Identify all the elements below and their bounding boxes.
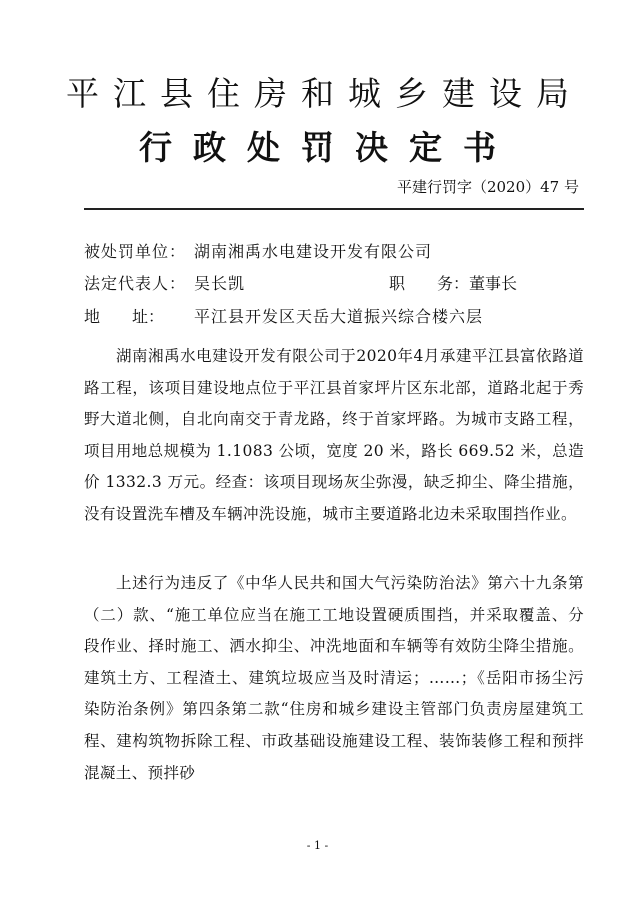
issuing-agency: 平江县住房和城乡建设局	[66, 74, 583, 113]
legal-representative-row	[84, 272, 584, 296]
legal-representative-value: 吴长凯	[194, 274, 246, 293]
position-value: 董事长	[469, 274, 518, 293]
document-title: 行政处罚决定书	[139, 128, 517, 167]
address-row	[84, 305, 483, 329]
document-number: 平建行罚字（2020）47 号	[396, 178, 579, 196]
page-number: - 1 -	[306, 839, 329, 852]
violation-paragraph: 上述行为违反了《中华人民共和国大气污染防治法》第六十九条第（二）款、“施工单位应当在施工工地设置硬质围挡，并采取覆盖、分段作业、择时施工、洒水抑尘、冲洗地面和车辆等有效防尘降尘措施。建筑土方、工程渣土、建筑垃圾应当及时清运；……；《岳阳市扬尘污染防治条例》第四条第二款“住房和城乡建设主管部门负责房屋建筑工程、建构筑物拆除工程、市政基础设施建设工程、装饰装修工程和预拌混凝土、预拌砂	[84, 574, 584, 782]
penalized-unit-value: 湖南湘禹水电建设开发有限公司	[194, 242, 433, 261]
position-label: 职 务：	[389, 274, 470, 293]
penalized-unit-label: 被处罚单位：	[84, 242, 187, 261]
address-value: 平江县开发区天岳大道振兴综合楼六层	[194, 307, 484, 326]
legal-representative-label: 法定代表人：	[84, 274, 187, 293]
facts-paragraph: 湖南湘禹水电建设开发有限公司于2020年4月承建平江县富依路道路工程，该项目建设地点位于平江县首家坪片区东北部，道路北起于秀野大道北侧，自北向南交于青龙路，终于首家坪路。为城市支路工程，项目用地总规模为 1.1083 公顷，宽度 20 米，路长 669.52 米，总造价 1332.3 万元。经查：该项目现场灰尘弥漫，缺乏抑尘、降尘措施，没有设置洗车槽及车辆冲洗设施，城市主要道路北边未采取围挡作业。	[84, 347, 584, 523]
penalized-unit-row	[84, 240, 432, 264]
header-divider	[84, 208, 584, 210]
address-label: 地 址：	[84, 307, 165, 326]
